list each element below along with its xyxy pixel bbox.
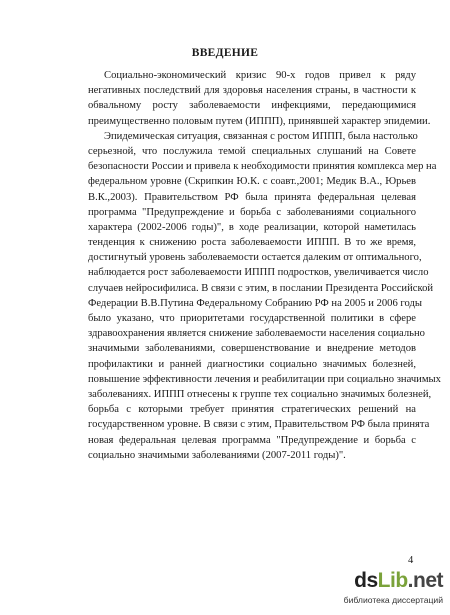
text-line: преимущественно половым путем (ИППП), принявшей характер эпидемии. xyxy=(88,115,431,127)
page-number: 4 xyxy=(408,555,414,566)
text-line: социально значимыми заболеваниями (2007-2011 годы)". xyxy=(88,449,346,461)
dslib-logo: dsLib.net xyxy=(354,569,443,592)
body-text xyxy=(88,68,441,463)
text-line: Эпидемическая ситуация, связанная с ростом ИППП, была настолько xyxy=(104,130,418,142)
text-line: повышение эффективности лечения и реабилитации при социально значимых xyxy=(88,373,441,385)
text-line: характера (2002-2006 годы)", в ходе реализации, которой наметилась xyxy=(88,221,416,233)
text-line: борьба с которыми требует принятия стратегических решений на xyxy=(88,404,416,416)
text-line: федеральном уровне (Скрипкин Ю.К. с соавт.,2001; Медик В.А., Юрьев xyxy=(88,176,416,188)
text-line: тенденция к снижению роста заболеваемости ИППП. В то же время, xyxy=(88,237,416,249)
text-line: заболеваниях. ИППП отнесены к группе тех социально значимых болезней, xyxy=(88,388,432,400)
text-line: случаев нейросифилиса. В связи с этим, в послании Президента Российской xyxy=(88,282,434,294)
text-line: было указано, что приоритетами государственной политики в сфере xyxy=(88,313,416,324)
watermark-tagline: библиотека диссертаций xyxy=(343,595,443,605)
text-line: негативных последствий для здоровья населения страны, в частности к xyxy=(88,85,416,97)
text-line: Социально-экономический кризис 90-х годов привел к ряду xyxy=(104,70,416,81)
text-line: В.К.,2003). Правительством РФ была принята федеральная целевая xyxy=(88,191,416,203)
text-line: государственном уровне. В связи с этим, Правительством РФ была принята xyxy=(88,419,430,431)
text-line: значимыми заболеваниями, совершенствование и внедрение методов xyxy=(88,343,416,355)
text-line: программа "Предупреждение и борьба с заболеваниями социального xyxy=(88,206,416,218)
text-line: здравоохранения является снижение заболеваемости населения социально xyxy=(88,328,425,340)
text-line: обвальному росту заболеваемости инфекциями, передающимися xyxy=(88,100,416,112)
text-line: Федерации В.В.Путина Федеральному Собранию РФ на 2005 и 2006 годы xyxy=(88,297,422,309)
text-line: достигнутый уровень заболеваемости остается далеким от оптимального, xyxy=(88,252,422,264)
section-title: ВВЕДЕНИЕ xyxy=(191,47,259,59)
text-line: безопасности России и привела к необходимости принятия комплекса мер на xyxy=(88,161,437,173)
text-line: серьезной, что послужила темой специальных слушаний на Совете xyxy=(88,145,416,157)
text-line: профилактики и ранней диагностики социально значимых болезней, xyxy=(88,358,416,370)
dslib-watermark xyxy=(343,569,447,611)
text-line: наблюдается рост заболеваемости ИППП подростков, увеличивается число xyxy=(88,267,429,279)
text-line: новая федеральная целевая программа "Предупреждение и борьба с xyxy=(88,434,416,446)
